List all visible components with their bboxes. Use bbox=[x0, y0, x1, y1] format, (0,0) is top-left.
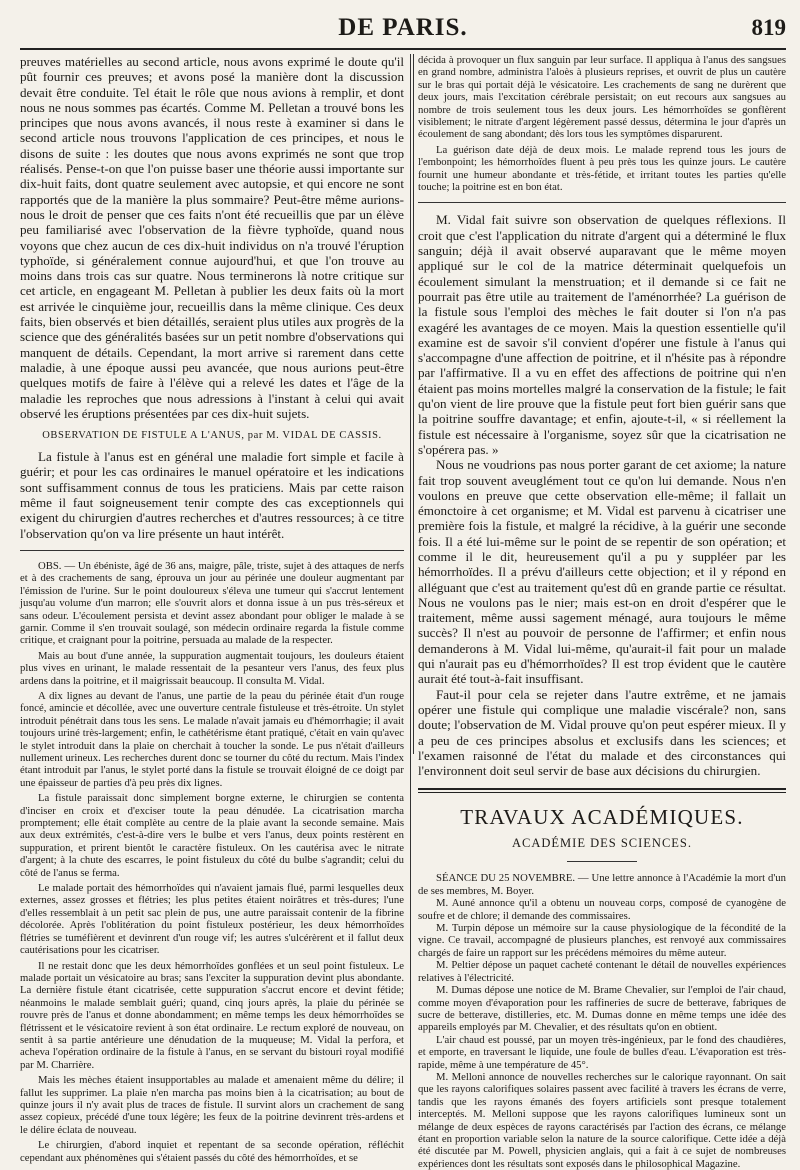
page-header bbox=[20, 14, 786, 44]
academy-item: M. Turpin dépose un mémoire sur la cause physiologique de la fécondité de la vigne. Ce travail, accompagné de plusieurs planches, est renvoyé aux commissaires chargés de faire un rapport sur les précédens mémoires du même auteur. bbox=[418, 922, 786, 959]
observation-paragraph: La guérison date déjà de deux mois. Le malade reprend tous les jours de l'embonpoint; les hémorrhoïdes fluent à peu près tous les quinze jours. Le cautère fournit une humeur abondante et très-fétide, et irritant toutes les parties qu'elle touche; la poitrine est en bon état. bbox=[418, 143, 786, 194]
page-number: 819 bbox=[751, 15, 786, 40]
academy-item: M. Melloni annonce de nouvelles recherches sur le calorique rayonnant. On sait que les rayons calorifiques solaires passent avec facilité à travers les écrans de verre, tandis que les rayons émanés des foyers artificiels sont presque totalement interceptés. M. Melloni suppose que les rayons calorifiques lumineux sont un mélange de deux espèces de rayons caractérisés par l'action des écrans, ce mélange étant en proportion variable selon la nature de la source calorifique. Cette idée a déjà été discutée par M. Powell, physicien anglais, qui a fait à ce sujet de nombreuses expériences dont les résultats sont exposés dans le philosophical Magazine. bbox=[418, 1070, 786, 1170]
academy-item: L'air chaud est poussé, par un moyen très-ingénieux, par le fond des chaudières, et emporte, en traversant le liquide, une foule de bulles d'eau. L'évaporation est très-rapide, même à une température de 45°. bbox=[418, 1033, 786, 1071]
intro-paragraph: La fistule à l'anus est en général une maladie fort simple et facile à guérir; et pour les cas ordinaires le manuel opératoire et les indications sont suffisamment connus de tous les praticiens. Mais par cette raison même il faut soigneusement tenir compte des cas exceptionnels qui exigent du chirurgien d'autres recherches et d'autres ressources; à ce titre l'observation qu'on va lire présente un haut intérêt. bbox=[20, 449, 404, 541]
header-rule bbox=[20, 48, 786, 50]
divider bbox=[418, 202, 786, 203]
section-rule bbox=[418, 788, 786, 790]
observation-paragraph: La fistule paraissait donc simplement borgne externe, le chirurgien se contenta d'inciser en croix et d'exciser toute la peau dénudée. La cicatrisation marcha promptement; elle était complète au centre de la plaie avant la seconde semaine. Mais aux deux extrémités, c'est-à-dire vers le bulbe et vers l'anus, deux points restèrent en suppuration, et prirent bientôt le caractère fistuleux. On les cautérisa avec le nitrate d'argent; à la chute des escarres, le point fistuleux du côté du bulbe s'agrandit; celui du côté de l'anus se ferma. bbox=[20, 792, 404, 879]
critique-paragraph: preuves matérielles au second article, nous avons exprimé le doute qu'il pût fournir ces preuves; et avons posé la manière dont la discussion devait être conduite. Tel était le rôle que nous avions à remplir, et dont nous ne nous sommes pas écartés. Comme M. Pelletan a trouvé bons les principes que nous avons avancés, il nous reste à examiner si dans le second article nous trouvons l'application de ces principes, et nous le disons de suite : les doutes que nous avons exprimés ne sont que trop réalisés. Pense-t-on que l'on puisse baser une théorie aussi importante sur dix-huit faits, dont quatre seulement avec autopsie, et qui encore ne sont rapportés que de la manière la plus sommaire? Peut-être même aurions-nous le droit de penser que ces faits n'ont été recueillis que par un élève peu familiarisé avec l'observation de la fièvre typhoïde, quand nous voyons que chez aucun de ces dix-huit individus on n'a trouvé l'éruption typhoïde, si généralement connue aujourd'hui, et que l'on trouve au moins dans trois cas sur quatre. Nous terminerons là notre critique sur cet article, en engageant M. Pelletan à publier les deux faits où la mort est arrivée le cinquième jour, recueillis dans la même clinique. Ces deux faits, bien observés et bien détaillés, seraient plus utiles aux progrès de la science que des généralités basées sur un petit nombre d'observations qui manquent de détails. Cependant, la mort arrive si rarement dans cette maladie, à une époque aussi peu avancée, que nous aurions peut-être quelques motifs de faire à l'élève qui a relevé les dates et l'âge de la maladie les reproches que nous adressions à l'instant à celui qui avait observé les éruptions présentées par ces dix-huit sujets. bbox=[20, 54, 404, 421]
academy-item: M. Auné annonce qu'il a obtenu un nouveau corps, composé de cyanogène de soufre et de chlore; il demande des commissaires. bbox=[418, 897, 786, 922]
section-subheading: ACADÉMIE DES SCIENCES. bbox=[512, 836, 692, 851]
column-divider bbox=[410, 54, 411, 1120]
observation-paragraph: Mais les mèches étaient insupportables au malade et amenaient même du délire; il fallut les supprimer. La plaie n'en marcha pas moins bien à la cicatrisation; au bout de quinze jours il n'y avait plus de traces de fistule. Il survint alors un crachement de sang assez copieux, précédé d'une toux légère; les feux de la poitrine devinrent très-ardens et le délire éclata de nouveau. bbox=[20, 1074, 404, 1136]
academy-item: SÉANCE DU 25 NOVEMBRE. — Une lettre annonce à l'Académie la mort d'un de ses membres, M. Boyer. bbox=[418, 872, 786, 897]
short-rule bbox=[567, 861, 637, 862]
observation-paragraph: Mais au bout d'une année, la suppuration augmentait toujours, les douleurs étaient plus vives en urinant, le malade ressentait de la pesanteur vers l'anus, des feux plus ardens dans la poitrine, et il maigrissait beaucoup. Il consulta M. Vidal. bbox=[20, 649, 404, 687]
reflection-paragraph: M. Vidal fait suivre son observation de quelques réflexions. Il croit que c'est l'application du nitrate d'argent qui a déterminé le flux sanguin; déjà il avait observé auparavant que le même moyen appliqué sur le col de la matrice déterminait quelquefois un écoulement simulant la menstruation; et il demande si ce fait ne pourrait pas être utile au traitement de l'aménorrhée? La guérison de la fistule sous l'emploi des mèches le fait douter si l'on n'a pas exagéré les avantages de ce moyen. Mais la question essentielle qu'il examine est de savoir s'il convient d'opérer une fistule à l'anus qui s'accompagne d'une affection de poitrine, et il n'hésite pas à répondre par l'affirmative. Il a vu en effet des affections de poitrine qui n'en étaient pas moins mortelles malgré la conservation de la fistule; le fait qu'on vient de lire prouve que la fistule peut fort bien guérir sans que la poitrine souffre davantage; et enfin, ajoute-t-il, « si réellement la fistule est nécessaire à l'organisme, soyez sûr que la cicatrisation ne s'opérera pas. » bbox=[418, 212, 786, 457]
reflection-paragraph: Faut-il pour cela se rejeter dans l'autre extrême, et ne jamais opérer une fistule qui complique une maladie viscérale? non, sans doute; l'observation de M. Vidal prouve qu'on peut espérer mieux. Il y a peu de ces principes absolus et exclusifs dans les sciences; et l'examen raisonné de l'état du malade et des circonstances qui l'environnent doit seul servir de base aux décisions du chirurgien. bbox=[418, 686, 786, 779]
running-title: DE PARIS. bbox=[338, 14, 468, 41]
section-title: OBSERVATION DE FISTULE A L'ANUS, par M. VIDAL DE CASSIS. bbox=[42, 430, 382, 442]
academy-item: M. Peltier dépose un paquet cacheté contenant le détail de nouvelles expériences relatives à l'électricité. bbox=[418, 959, 786, 984]
academy-item: M. Dumas dépose une notice de M. Brame Chevalier, sur l'emploi de l'air chaud, comme moyen d'évaporation pour les raffineries de sucre de betterave, fabriques de sucre de betterave, distilleries, etc. M. Dumas donne en même temps une idée des appareils employés par M. Chevalier, et des résultats qu'on en obtient. bbox=[418, 984, 786, 1034]
observation-paragraph: A dix lignes au devant de l'anus, une partie de la peau du périnée était d'un rouge foncé, amincie et décollée, avec une ouverture centrale fistuleuse et très-étroite. Un stylet introduit pénétrait dans tous les sens. Le malade n'avait jamais eu d'hémorrhagie; il avait toujours uriné très-largement; enfin, le cathétérisme étant pratiqué, c'était en vain qu'avec le stylet introduit dans la plaie on cherchait à toucher la sonde. Le pus n'était d'ailleurs nullement urineux. Les recherches durent donc se tourner du côté du rectum. Mais l'index étant introduit par l'anus, le stylet porté dans la fistule se trouvait éloigné de ce doigt par une épaisseur de parties d'à peu près dix lignes. bbox=[20, 689, 404, 789]
section-heading: TRAVAUX ACADÉMIQUES. bbox=[460, 805, 744, 830]
observation-paragraph: OBS. — Un ébéniste, âgé de 36 ans, maigre, pâle, triste, sujet à des attaques de nerfs et à des crachements de sang, éprouva un jour au périnée une douleur augmentant par l'émission de l'urine. Sur le point douloureux s'éleva une tumeur qui s'accrut lentement jusqu'au volume d'un marron; elle s'ouvrit alors et donna issue à un pus très-séreux et sans odeur. L'écoulement persista et devint assez abondant pour obliger le malade à se garnir. Comme il s'en trouvait soulagé, son médecin ordinaire regarda la fistule comme critique, et craignant pour la poitrine, persuada au malade de la respecter. bbox=[20, 559, 404, 647]
reflection-paragraph: Nous ne voudrions pas nous porter garant de cet axiome; la nature fait trop souvent aveuglément tout ce qu'on lui demande. Nous n'en voulons en preuve que cette observation elle-même; il fallait un émonctoire à cet organisme; et M. Vidal est parvenu à cicatriser une première fois la fistule, et malgré la récidive, à la guérir une seconde fois. Il a été lui-même sur le point de se repentir de son opération; et comme il le dit, heureusement qu'il a pu y suppléer par les hémorrhoïdes. Il a prévu d'ailleurs cette objection; et il y répond en alléguant que c'est au traitement qu'est dû en grande partie ce résultat. Nous ne voulons pas le nier; mais est-on en droit d'espérer que le traitement, même aussi sagement ménagé, aura toujours le même succès? Il n'est au pouvoir de personne de l'affirmer; et enfin nous demanderons à M. Vidal lui-même, qu'aurait-il fait pour un malade qui n'aurait pas eu d'hémorrhoïdes? Il est trop évident que le cautère aurait été tout-à-fait insuffisant. bbox=[418, 457, 786, 687]
left-column bbox=[20, 54, 404, 1164]
observation-paragraph: Il ne restait donc que les deux hémorrhoïdes gonflées et un seul point fistuleux. Le malade portait un vésicatoire au bras; sans l'exciter la suppuration devint plus abondante. La dernière fistule étant cicatrisée, cette suppuration s'accrut encore et devint fétide; néanmoins le malade semblait guéri; quand, cinq jours après, la plaie du périnée se rouvre près de l'anus et donne abondamment; en même temps les deux hémorrhoïdes se flétrissent et le vésicatoire revient à son état ordinaire. Le rectum exploré de nouveau, on sentit à sa partie antérieure une dénudation de la muqueuse; M. Vidal la perfora, et acheva l'opération ordinaire de la fistule à l'anus, en se servant du bistouri royal modifié par M. Charrière. bbox=[20, 959, 404, 1071]
section-rule bbox=[418, 792, 786, 793]
observation-paragraph: décida à provoquer un flux sanguin par leur surface. Il appliqua à l'anus des sangsues en grand nombre, administra l'aloès à plusieurs reprises, et ouvrit de plus un cautère sur le bras qui portait déjà le vésicatoire. Les crachements de sang ne durèrent que deux jours, mais l'excitation cérébrale persistait; on eut recours aux sangsues au nombre de trois seulement tous les deux jours. Les hémorrhoïdes se gonflèrent visiblement; le nitrate d'argent légèrement passé dessus, détermina le jour d'après un écoulement de sang abondant; dès lors tous les symptômes disparurent. bbox=[418, 54, 786, 141]
observation-paragraph: Le malade portait des hémorrhoïdes qui n'avaient jamais flué, parmi lesquelles deux externes, assez grosses et flétries; les plus petites étaient noirâtres et très-dures; l'une d'elles ressemblait à un petit sac plein de pus, une autre paraissait contenir de la fibrine décolorée. Après l'oblitération du point fistuleux postérieur, les deux hémorrhoïdes flétries se tuméfièrent et devinrent d'un rouge vif; les autres s'ulcérèrent et il fallut deux cautérisations pour les cicatriser. bbox=[20, 882, 404, 957]
observation-paragraph: Le chirurgien, d'abord inquiet et repentant de sa seconde opération, réfléchit cependant aux phénomènes qui s'étaient passés du côté des hémorrhoïdes, et se bbox=[20, 1139, 404, 1164]
column-divider-double bbox=[413, 54, 414, 754]
right-column bbox=[418, 54, 786, 1170]
divider bbox=[20, 550, 404, 551]
